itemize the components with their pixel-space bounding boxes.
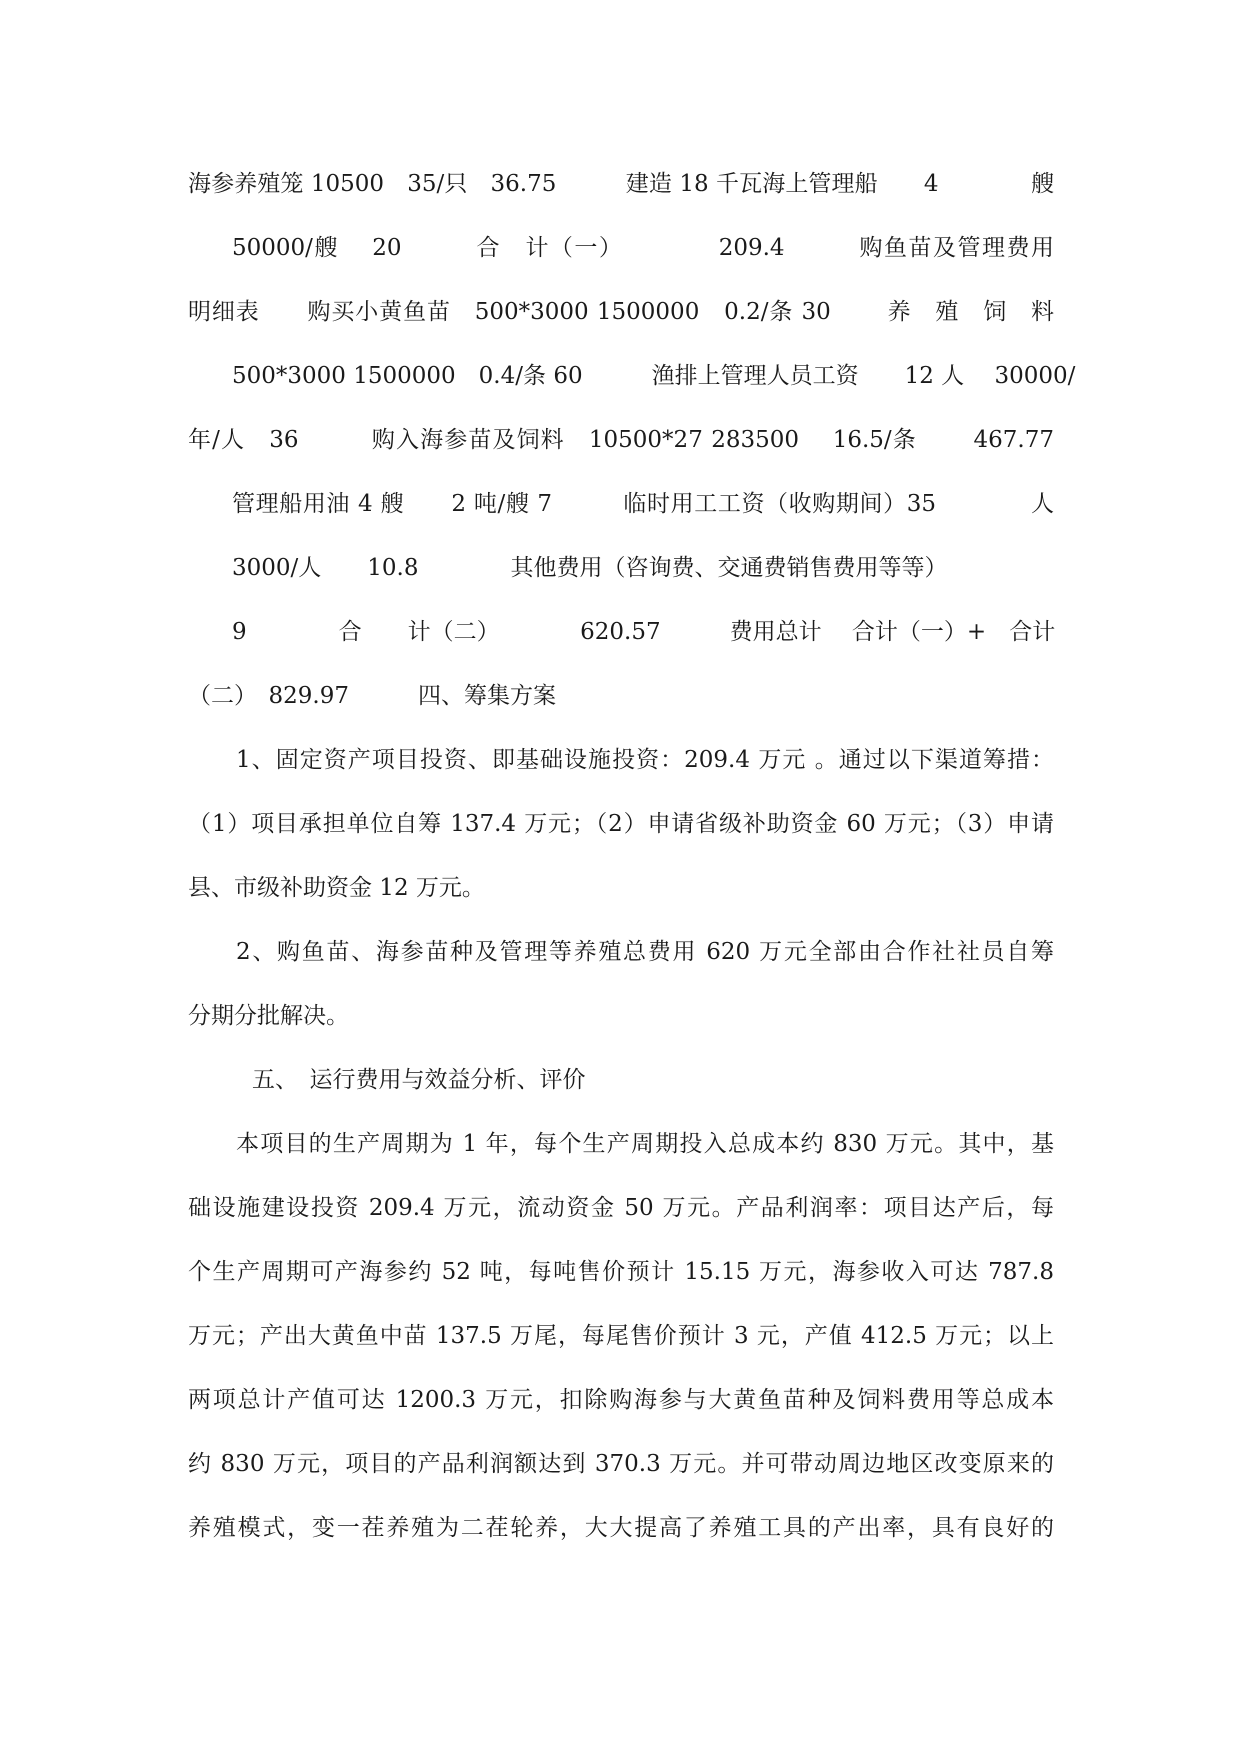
text-line: 养殖模式，变一茬养殖为二茬轮养，大大提高了养殖工具的产出率，具有良好的 xyxy=(188,1515,1054,1541)
text-line: （1）项目承担单位自筹 137.4 万元；（2）申请省级补助资金 60 万元；（3）申请 xyxy=(188,811,1054,837)
text-line: 1、固定资产项目投资、即基础设施投资：209.4 万元 。通过以下渠道筹措： xyxy=(236,747,1054,773)
text-line: 2、购鱼苗、海参苗种及管理等养殖总费用 620 万元全部由合作社社员自筹 xyxy=(236,939,1054,965)
text-line: 分期分批解决。 xyxy=(188,1003,349,1029)
text-line: 500*3000 1500000 0.4/条 60 渔排上管理人员工资 12 人 30000/ xyxy=(232,363,1076,389)
text-line: 万元；产出大黄鱼中苗 137.5 万尾，每尾售价预计 3 元，产值 412.5 万元；以上 xyxy=(188,1323,1054,1349)
text-line: 约 830 万元，项目的产品利润额达到 370.3 万元。并可带动周边地区改变原来的 xyxy=(188,1451,1054,1477)
section-heading-line: （二） 829.97 四、筹集方案 xyxy=(188,683,556,709)
text-line: 县、市级补助资金 12 万元。 xyxy=(188,875,485,901)
text-line: 两项总计产值可达 1200.3 万元，扣除购海参与大黄鱼苗种及饲料费用等总成本 xyxy=(188,1387,1054,1413)
text-line: 3000/人 10.8 其他费用（咨询费、交通费销售费用等等） xyxy=(232,555,948,581)
text-line: 明细表 购买小黄鱼苗 500*3000 1500000 0.2/条 30 养 殖 饲 料 xyxy=(188,299,1054,325)
text-line: 年/人 36 购入海参苗及饲料 10500*27 283500 16.5/条 467.77 xyxy=(188,427,1054,453)
text-line: 9 合 计（二） 620.57 费用总计 合计（一）+ 合计 xyxy=(232,619,1056,645)
text-line: 个生产周期可产海参约 52 吨，每吨售价预计 15.15 万元，海参收入可达 787.8 xyxy=(188,1259,1054,1285)
text-line: 50000/艘 20 合 计（一） 209.4 购鱼苗及管理费用 xyxy=(232,235,1054,261)
section-heading: 五、 运行费用与效益分析、评价 xyxy=(252,1067,586,1093)
text-line: 础设施建设投资 209.4 万元，流动资金 50 万元。产品利润率：项目达产后，每 xyxy=(188,1195,1054,1221)
text-line: 管理船用油 4 艘 2 吨/艘 7 临时用工工资（收购期间）35 人 xyxy=(232,491,1054,517)
text-line: 海参养殖笼 10500 35/只 36.75 建造 18 千瓦海上管理船 4 艘 xyxy=(188,171,1054,197)
text-line: 本项目的生产周期为 1 年，每个生产周期投入总成本约 830 万元。其中，基 xyxy=(236,1131,1054,1157)
